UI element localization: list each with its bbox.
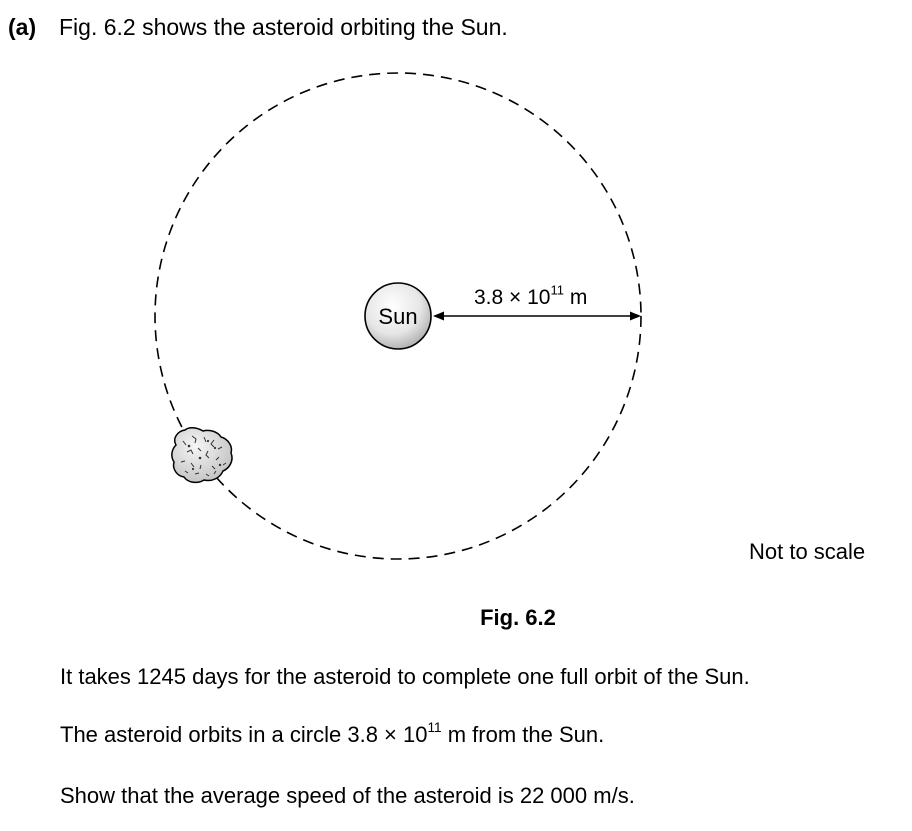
distance-arrow (433, 312, 641, 321)
part-label: (a) (8, 14, 37, 40)
not-to-scale-note: Not to scale (749, 539, 866, 564)
figure-caption: Fig. 6.2 (480, 605, 556, 630)
body-line-2-exponent: 11 (427, 719, 442, 735)
body-line-2-after: m from the Sun. (441, 722, 605, 747)
body-line-3: Show that the average speed of the asteroid is 22 000 m/s. (60, 783, 635, 808)
body-line-1: It takes 1245 days for the asteroid to complete one full orbit of the Sun. (60, 664, 750, 689)
sun-label: Sun (378, 304, 418, 329)
distance-exponent: 11 (550, 282, 564, 298)
distance-unit: m (564, 286, 588, 309)
intro-text: Fig. 6.2 shows the asteroid orbiting the Sun. (59, 14, 508, 40)
asteroid (172, 428, 232, 483)
body-line-2-before: The asteroid orbits in a circle 3.8 × 10 (60, 722, 428, 747)
distance-mantissa: 3.8 × 10 (474, 286, 551, 309)
distance-label (474, 282, 588, 310)
body-line-2 (60, 719, 605, 748)
